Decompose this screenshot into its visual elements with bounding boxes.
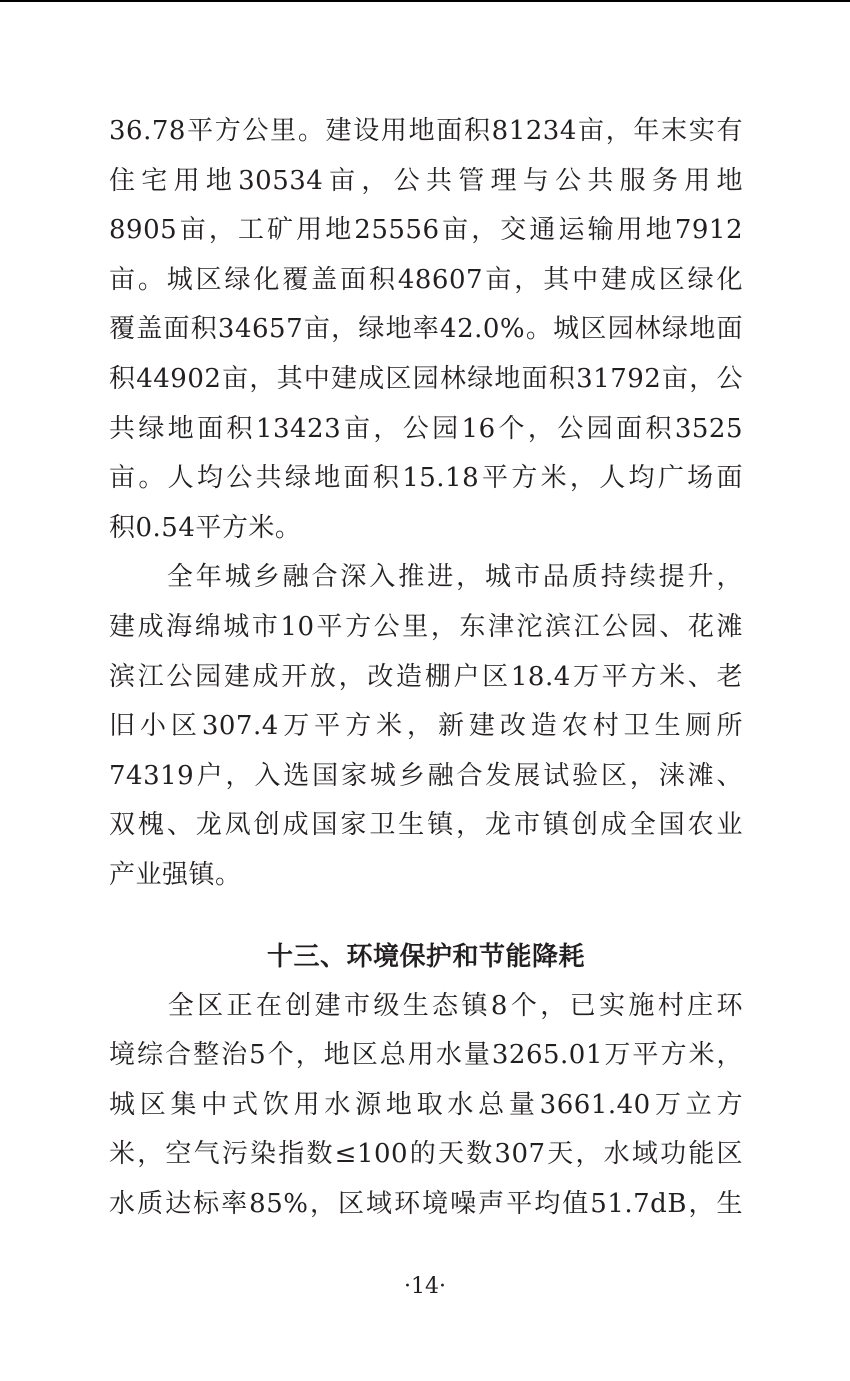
text-line: 积44902亩，其中建成区园林绿地面积31792亩，公 xyxy=(109,363,743,394)
section-heading: 十三、环境保护和节能降耗 xyxy=(266,941,585,972)
paragraph-environment xyxy=(109,982,743,1230)
text-line: 建成海绵城市10平方公里，东津沱滨江公园、花滩 xyxy=(109,611,743,642)
text-line: 滨江公园建成开放，改造棚户区18.4万平方米、老 xyxy=(109,661,743,692)
text-line: 亩。城区绿化覆盖面积48607亩，其中建成区绿化 xyxy=(109,264,743,295)
text-line: 产业强镇。 xyxy=(109,859,242,890)
text-line: 74319户，入选国家城乡融合发展试验区，涞滩、 xyxy=(109,760,743,791)
top-border-rule xyxy=(0,0,850,2)
section-spacer xyxy=(109,901,743,932)
paragraph-land-use xyxy=(109,107,743,553)
text-line: 36.78平方公里。建设用地面积81234亩，年末实有 xyxy=(109,116,743,146)
paragraph-urban-rural xyxy=(109,553,743,900)
text-line: 亩。人均公共绿地面积15.18平方米，人均广场面 xyxy=(109,463,743,494)
page-number: ·14· xyxy=(404,1274,446,1299)
text-line: 覆盖面积34657亩，绿地率42.0%。城区园林绿地面 xyxy=(109,314,743,345)
text-line: 住宅用地30534亩，公共管理与公共服务用地 xyxy=(109,165,743,196)
text-line: 积0.54平方米。 xyxy=(109,512,302,543)
text-line: 境综合整治5个，地区总用水量3265.01万平方米， xyxy=(109,1040,743,1071)
text-line: 全年城乡融合深入推进，城市品质持续提升， xyxy=(109,562,743,593)
text-line: 城区集中式饮用水源地取水总量3661.40万立方 xyxy=(109,1089,743,1120)
document-body xyxy=(109,107,743,1229)
text-line: 水质达标率85%，区域环境噪声平均值51.7dB，生 xyxy=(109,1188,743,1219)
text-line: 共绿地面积13423亩，公园16个，公园面积3525 xyxy=(109,413,743,444)
text-line: 全区正在创建市级生态镇8个，已实施村庄环 xyxy=(109,990,743,1021)
text-line: 米，空气污染指数≤100的天数307天，水域功能区 xyxy=(109,1139,743,1170)
text-line: 旧小区307.4万平方米，新建改造农村卫生厕所 xyxy=(109,711,743,742)
text-line: 双槐、龙凤创成国家卫生镇，龙市镇创成全国农业 xyxy=(109,810,743,841)
text-line: 8905亩，工矿用地25556亩，交通运输用地7912 xyxy=(109,215,743,246)
